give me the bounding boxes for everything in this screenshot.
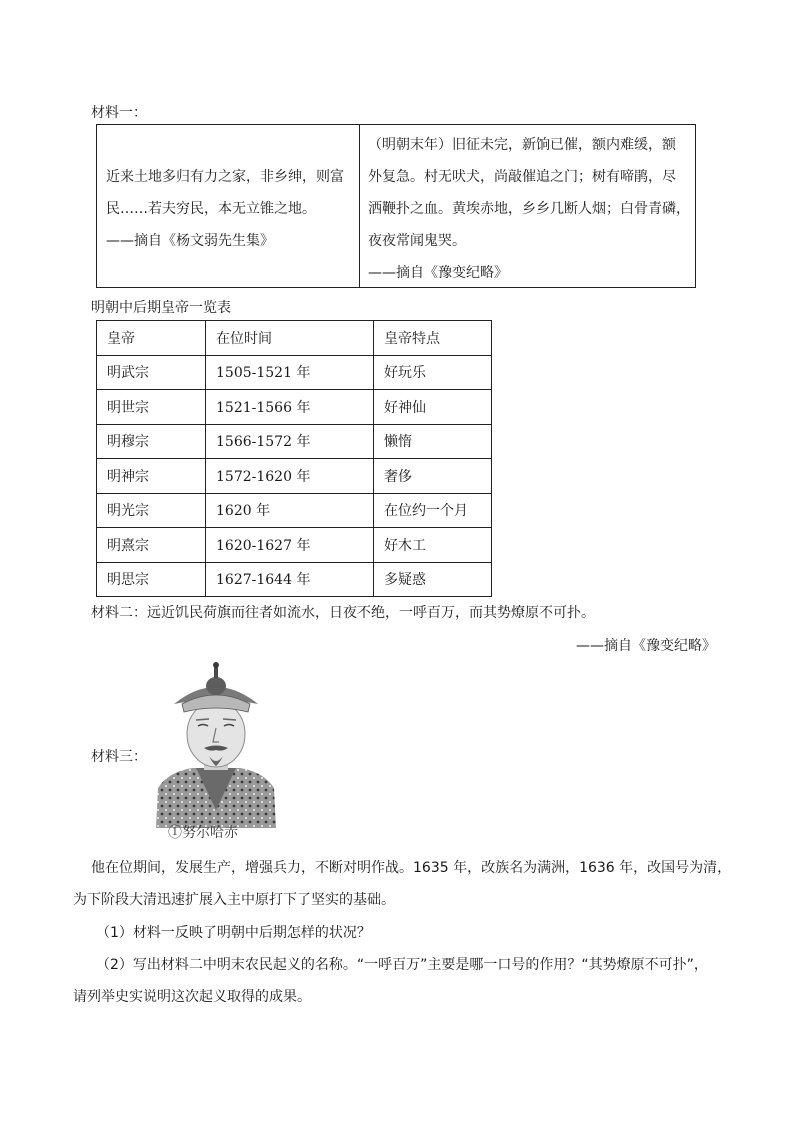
question-1: （1）材料一反映了明朝中后期怎样的状况？	[96, 925, 371, 941]
material1-right-line: 外复急。村无吠犬，尚敲催追之门；树有啼鹃，尽	[368, 169, 676, 185]
table-row	[97, 355, 492, 390]
emperor-name-cell: 明穆宗	[97, 424, 206, 459]
table-header-cell: 皇帝	[97, 321, 206, 356]
emperor-table	[96, 320, 492, 597]
reign-cell: 1620 年	[206, 493, 374, 528]
emperor-name-cell: 明世宗	[97, 390, 206, 425]
trait-cell: 好玩乐	[374, 355, 492, 390]
emperor-name-cell: 明光宗	[97, 493, 206, 528]
table-header-cell: 在位时间	[206, 321, 374, 356]
reign-cell: 1505-1521 年	[206, 355, 374, 390]
material1-right-line: 洒鞭扑之血。黄埃赤地，乡乡几断人烟；白骨青磷，	[368, 201, 690, 217]
material3-heading: 材料三：	[91, 749, 147, 765]
table-row	[97, 459, 492, 494]
material1-right-source: ——摘自《豫变纪略》	[368, 265, 508, 281]
reign-cell: 1627-1644 年	[206, 562, 374, 597]
reign-cell: 1566-1572 年	[206, 424, 374, 459]
trait-cell: 在位约一个月	[374, 493, 492, 528]
trait-cell: 好神仙	[374, 390, 492, 425]
emperor-name-cell: 明武宗	[97, 355, 206, 390]
material3-line: 为下阶段大清迅速扩展入主中原打下了坚实的基础。	[73, 892, 395, 908]
table-row	[97, 528, 492, 563]
reign-cell: 1521-1566 年	[206, 390, 374, 425]
trait-cell: 多疑惑	[374, 562, 492, 597]
table-header-cell: 皇帝特点	[374, 321, 492, 356]
trait-cell: 奢侈	[374, 459, 492, 494]
material1-left-source: ——摘自《杨文弱先生集》	[106, 233, 274, 249]
trait-cell: 懒惰	[374, 424, 492, 459]
material1-left-line: 近来土地多归有力之家，非乡绅，则富	[106, 169, 344, 185]
trait-cell: 好木工	[374, 528, 492, 563]
material1-divider	[359, 125, 360, 287]
table-row	[97, 424, 492, 459]
table-row	[97, 493, 492, 528]
reign-cell: 1620-1627 年	[206, 528, 374, 563]
material2-source: ——摘自《豫变纪略》	[576, 638, 716, 654]
question-2-line: （2）写出材料二中明末农民起义的名称。“一呼百万”主要是哪一口号的作用？“其势燎原不可扑”，	[96, 957, 708, 973]
material1-heading: 材料一：	[91, 105, 147, 121]
portrait-caption: ①努尔哈赤	[168, 825, 238, 841]
material1-left-line: 民……若夫穷民，本无立锥之地。	[106, 201, 316, 217]
emperor-name-cell: 明熹宗	[97, 528, 206, 563]
question-2-line: 请列举史实说明这次起义取得的成果。	[73, 989, 311, 1005]
material2-text: 材料二：远近饥民荷旗而往者如流水，日夜不绝，一呼百万，而其势燎原不可扑。	[91, 605, 595, 621]
emperor-name-cell: 明神宗	[97, 459, 206, 494]
table-row	[97, 390, 492, 425]
material3-line: 他在位期间，发展生产，增强兵力，不断对明作战。1635 年，改族名为满洲，1636 年，改国号为清，	[91, 860, 732, 876]
material1-right-line: （明朝末年）旧征未完，新饷已催，额内难缓，额	[368, 137, 676, 153]
emperor-name-cell: 明思宗	[97, 562, 206, 597]
emperor-table-title: 明朝中后期皇帝一览表	[91, 300, 231, 316]
table-header-row	[97, 321, 492, 356]
reign-cell: 1572-1620 年	[206, 459, 374, 494]
material1-right-line: 夜夜常闻鬼哭。	[368, 233, 466, 249]
table-row	[97, 562, 492, 597]
